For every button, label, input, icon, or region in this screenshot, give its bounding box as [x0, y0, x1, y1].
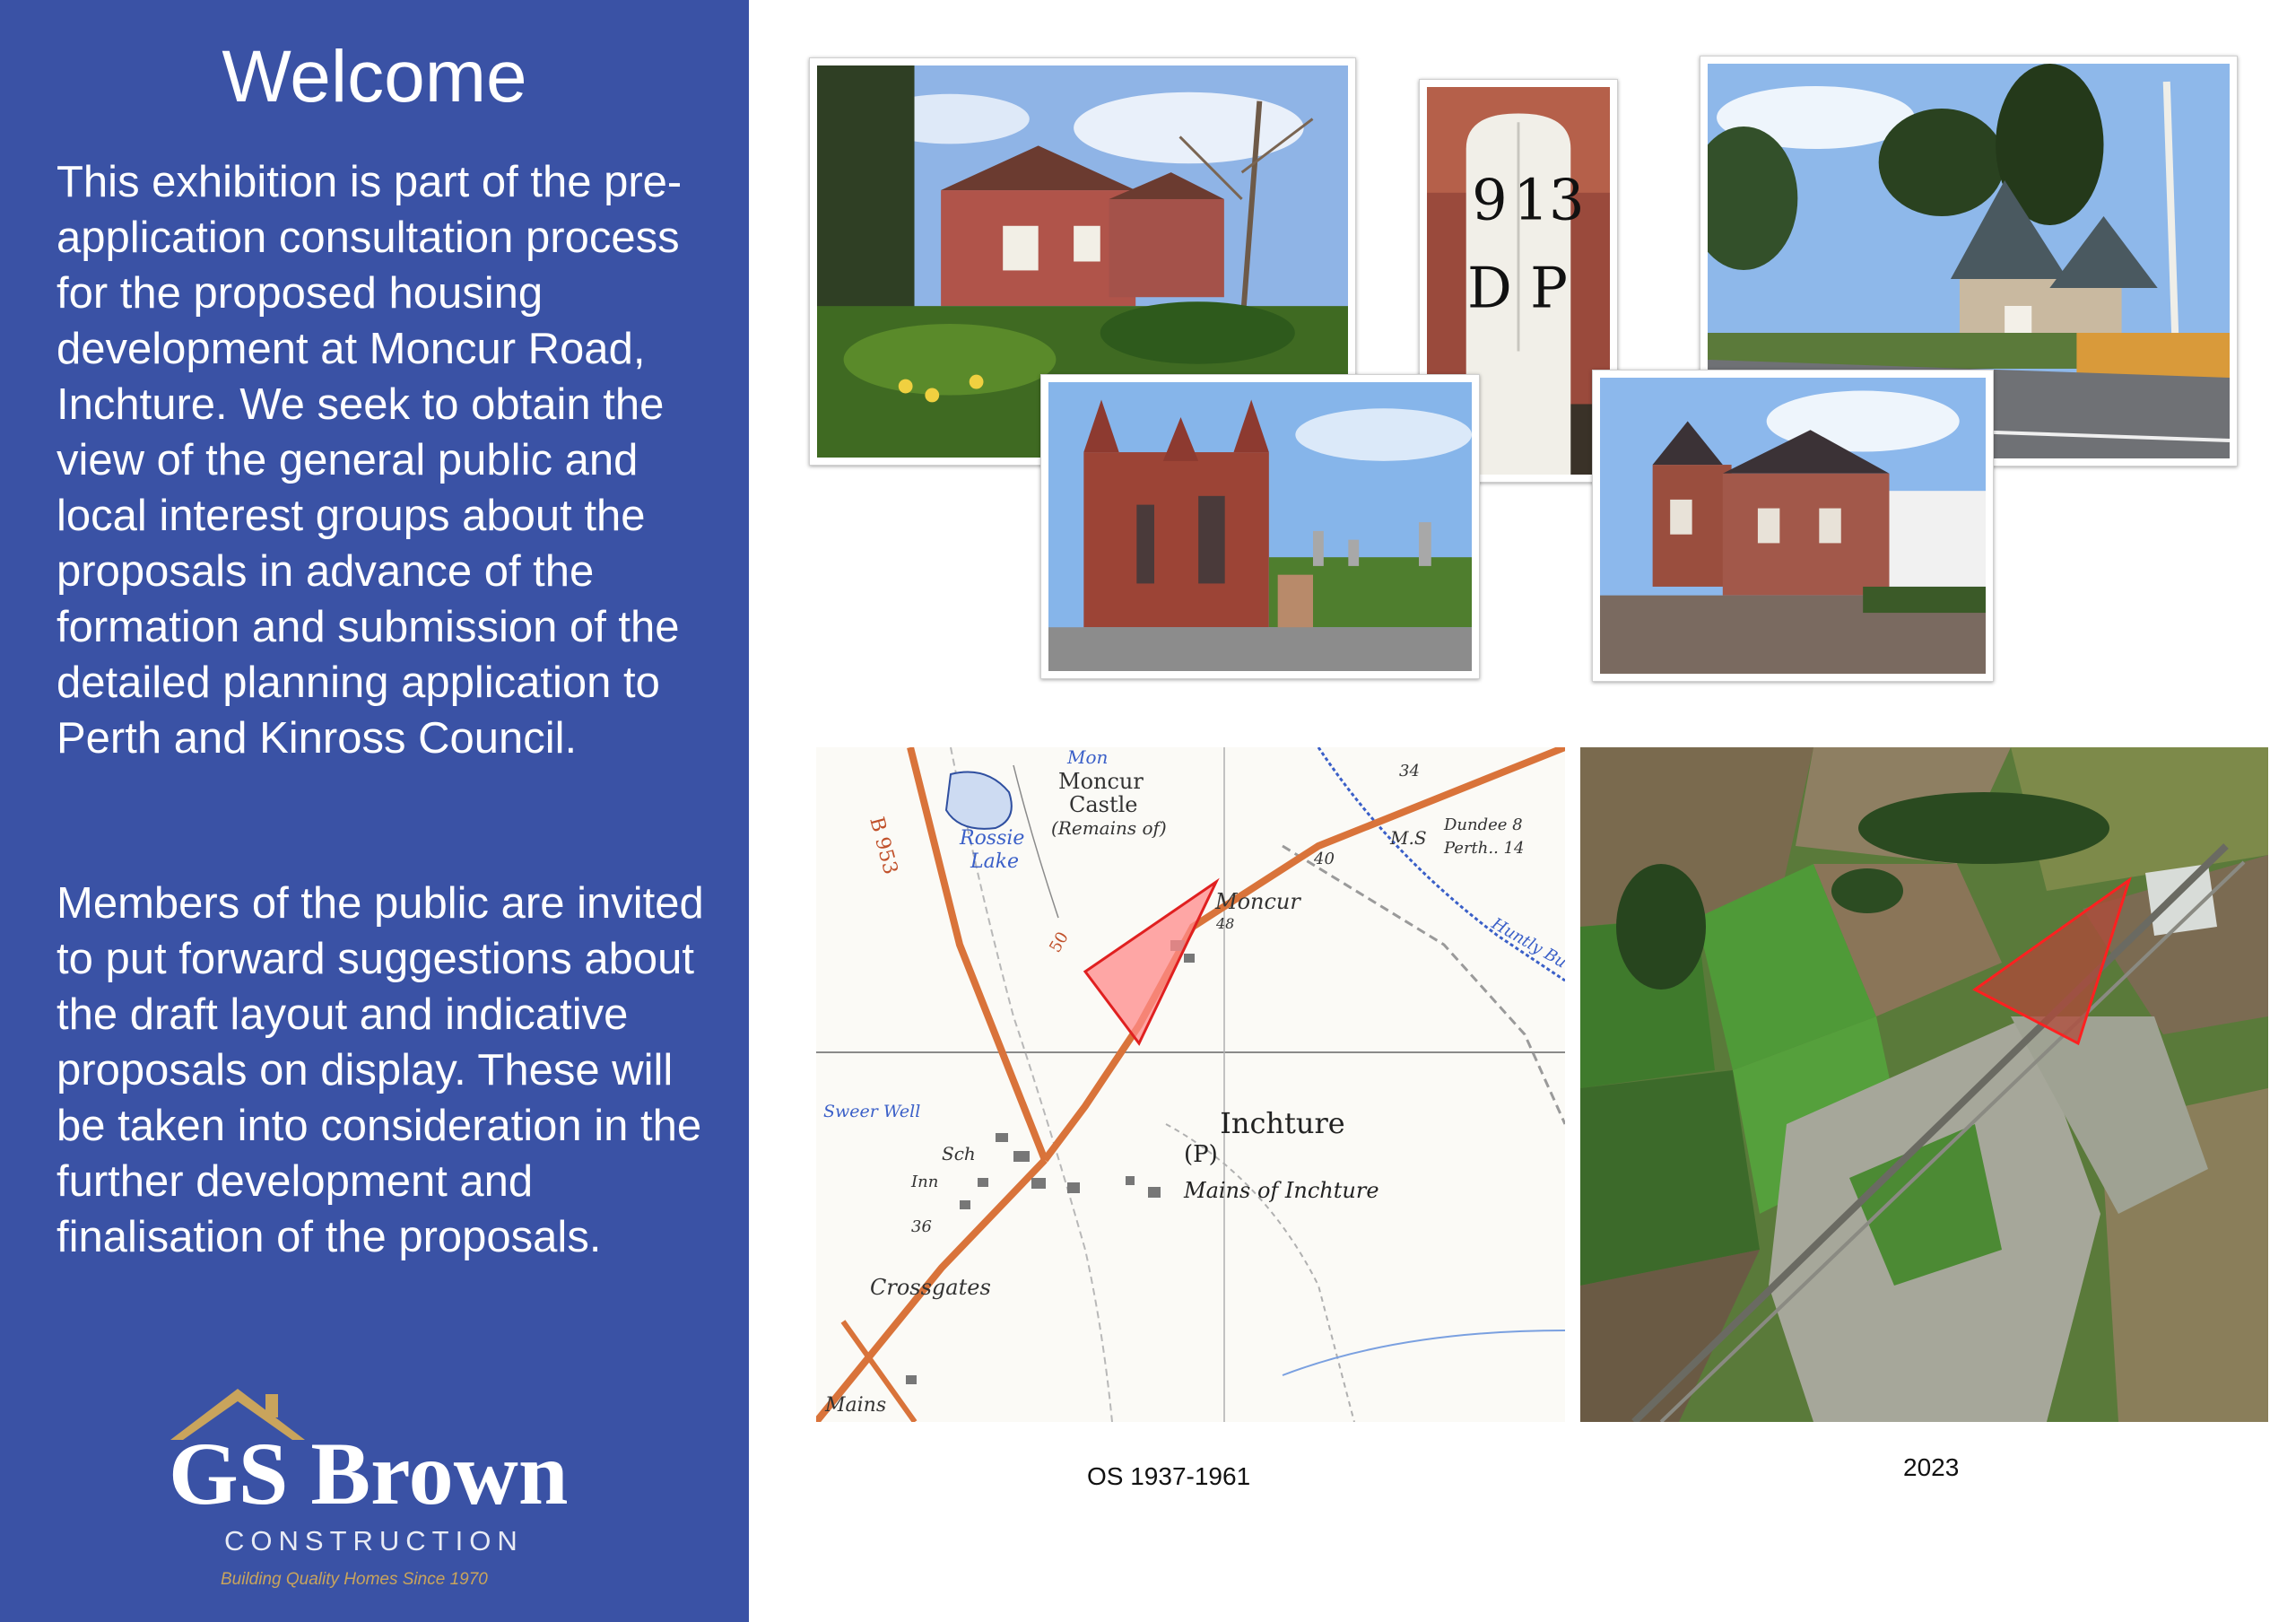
milestone-left-bottom: D: [1467, 255, 1512, 321]
aerial-photo-map: [1580, 747, 2268, 1422]
label-huntly: Huntly Bu: [1488, 914, 1565, 972]
label-castle-3: (Remains of): [1051, 817, 1167, 839]
label-ms: M.S: [1390, 827, 1427, 849]
logo-tagline: Building Quality Homes Since 1970: [221, 1570, 488, 1589]
label-mains: Mains: [825, 1394, 887, 1417]
label-road: B 953: [865, 815, 902, 877]
label-inn: Inn: [911, 1173, 939, 1191]
label-mains-of-inchture: Mains of Inchture: [1184, 1178, 1379, 1203]
label-lake-1: Rossie: [960, 827, 1025, 850]
invitation-paragraph: Members of the public are invited to put forward suggestions about the draft layout and indicative proposals on display. These will be taken into consideration in the further development and finalisation of the proposals.: [57, 879, 704, 1261]
historic-map-caption: OS 1937-1961: [1087, 1462, 1251, 1490]
label-dundee: Dundee 8: [1444, 815, 1523, 834]
label-mon: Mon: [1067, 747, 1109, 768]
milestone-right-bottom: P: [1530, 255, 1568, 321]
milestone-right-top: 13: [1513, 166, 1585, 233]
label-crossgates: Crossgates: [870, 1275, 991, 1300]
label-lake-2: Lake: [970, 850, 1020, 873]
photo-hotel: [1592, 370, 1994, 682]
logo-subtitle: CONSTRUCTION: [224, 1525, 524, 1557]
label-50: 50: [1046, 929, 1073, 956]
photo-church: [1040, 374, 1480, 679]
label-40: 40: [1314, 850, 1335, 868]
label-perth: Perth.. 14: [1444, 839, 1525, 858]
historic-os-map: [816, 747, 1565, 1422]
label-castle-1: Moncur: [1058, 769, 1144, 794]
aerial-map-caption: 2023: [1903, 1453, 1960, 1481]
label-moncur: Moncur: [1215, 889, 1300, 914]
label-36: 36: [911, 1217, 932, 1236]
label-castle-2: Castle: [1069, 792, 1138, 817]
label-sweer-well: Sweer Well: [823, 1102, 921, 1121]
gs-brown-logo: [144, 1382, 610, 1597]
sidebar-panel: [0, 0, 749, 1622]
label-sch: Sch: [942, 1143, 976, 1164]
intro-paragraph: This exhibition is part of the pre-application consultation process for the proposed housing development at Moncur Road, Inchture. We seek to obtain the view of the general public and local interest groups about the proposals in advance of the formation and submission of the detailed planning application to Perth and Kinross Council.: [57, 158, 683, 763]
label-48: 48: [1216, 915, 1235, 932]
page-title: Welcome: [222, 36, 527, 118]
label-inchture-p: (P): [1184, 1141, 1218, 1168]
label-inchture: Inchture: [1220, 1106, 1345, 1140]
milestone-left-top: 9: [1472, 166, 1508, 233]
logo-wordmark: GS Brown: [169, 1424, 569, 1523]
label-34: 34: [1399, 762, 1420, 780]
